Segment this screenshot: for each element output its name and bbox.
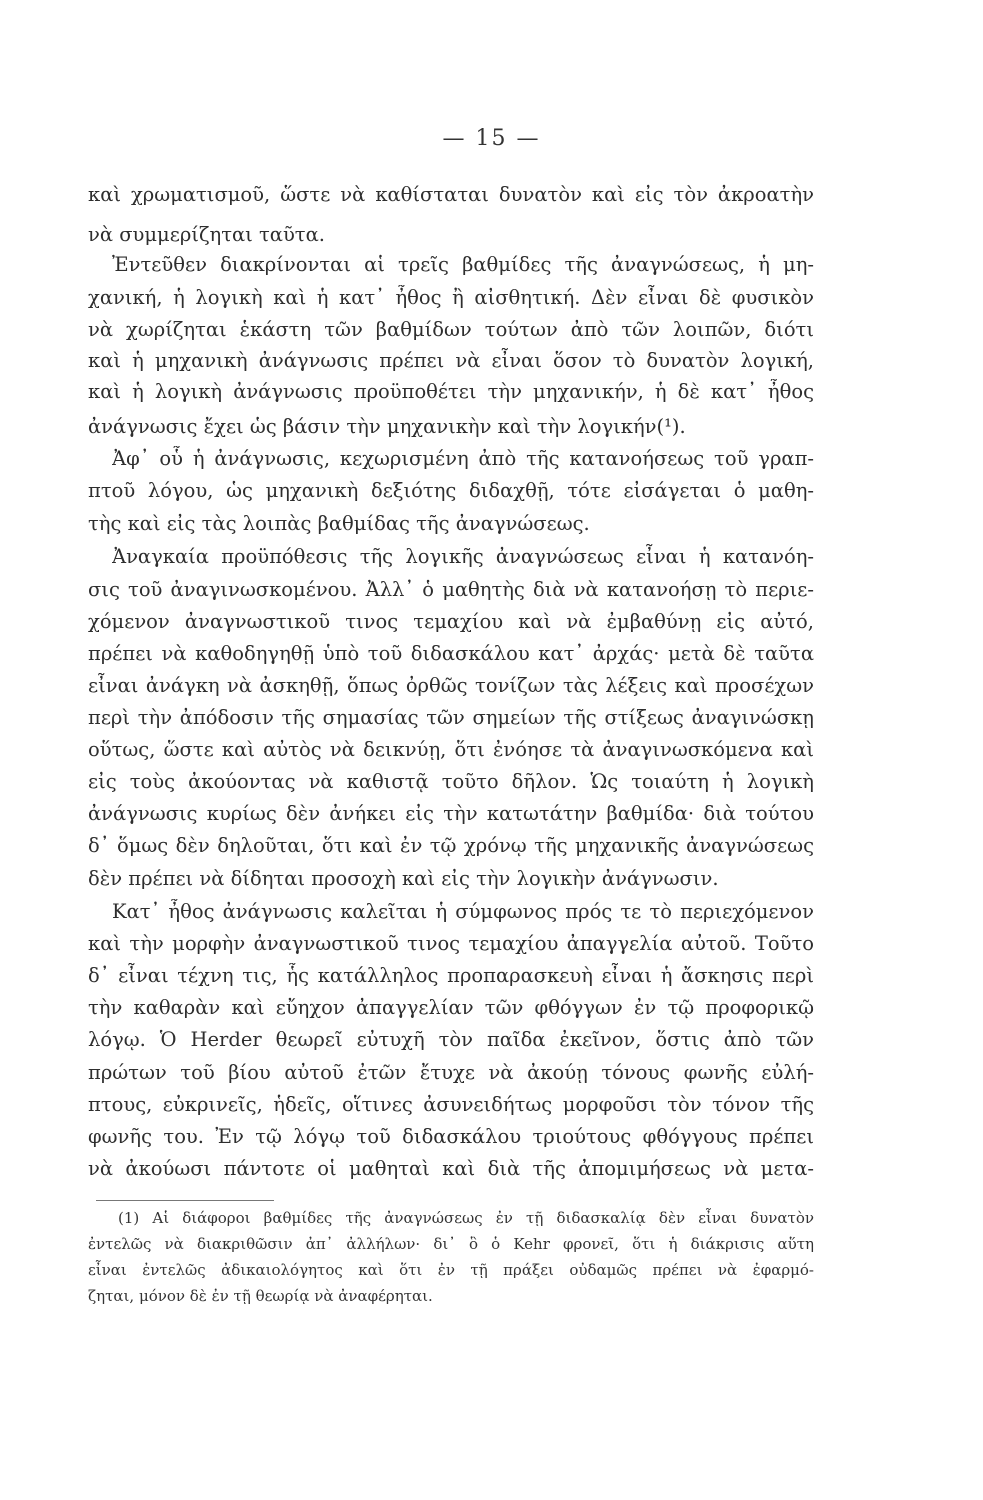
text-line: πτους, εὐκρινεῖς, ἡδεῖς, οἵτινες ἀσυνειδήτως μορφοῦσι τὸν τόνον τῆς bbox=[88, 1093, 814, 1116]
page-number: — 15 — bbox=[442, 126, 541, 151]
footnote-line: (1) Αἱ διάφοροι βαθμίδες τῆς ἀναγνώσεως ἐν τῇ διδασκαλίᾳ δὲν εἶναι δυνατὸν bbox=[118, 1209, 814, 1227]
text-line: λόγῳ. Ὁ Herder θεωρεῖ εὐτυχῆ τὸν παῖδα ἐκεῖνον, ὅστις ἀπὸ τῶν bbox=[88, 1028, 814, 1051]
footnote-line: ζηται, μόνον δὲ ἐν τῇ θεωρίᾳ νὰ ἀναφέρηται. bbox=[88, 1287, 433, 1305]
text-line: Ἐντεῦθεν διακρίνονται αἱ τρεῖς βαθμίδες τῆς ἀναγνώσεως, ἡ μη- bbox=[112, 253, 814, 276]
footnote-divider bbox=[96, 1200, 274, 1201]
text-line: νὰ συμμερίζηται ταῦτα. bbox=[88, 223, 325, 246]
text-line: νὰ ἀκούωσι πάντοτε οἱ μαθηταὶ καὶ διὰ τῆς ἀπομιμήσεως νὰ μετα- bbox=[88, 1157, 814, 1180]
text-line: καὶ ἡ μηχανικὴ ἀνάγνωσις πρέπει νὰ εἶναι ὅσον τὸ δυνατὸν λογική, bbox=[88, 349, 814, 372]
text-line: καὶ χρωματισμοῦ, ὥστε νὰ καθίσταται δυνατὸν καὶ εἰς τὸν ἀκροατὴν bbox=[88, 183, 814, 206]
text-line: πτοῦ λόγου, ὡς μηχανικὴ δεξιότης διδαχθῇ, τότε εἰσάγεται ὁ μαθη- bbox=[88, 479, 814, 502]
text-line: καὶ τὴν μορφὴν ἀναγνωστικοῦ τινος τεμαχίου ἀπαγγελία αὐτοῦ. Τοῦτο bbox=[88, 932, 814, 955]
text-line: Ἀναγκαία προϋπόθεσις τῆς λογικῆς ἀναγνώσεως εἶναι ἡ κατανόη- bbox=[112, 545, 814, 568]
text-line: οὕτως, ὥστε καὶ αὐτὸς νὰ δεικνύῃ, ὅτι ἐνόησε τὰ ἀναγινωσκόμενα καὶ bbox=[88, 738, 814, 761]
text-line: ἀνάγνωσις κυρίως δὲν ἀνήκει εἰς τὴν κατωτάτην βαθμίδα· διὰ τούτου bbox=[88, 802, 814, 825]
text-line: πρώτων τοῦ βίου αὐτοῦ ἐτῶν ἔτυχε νὰ ἀκούῃ τόνους φωνῆς εὐλή- bbox=[88, 1061, 814, 1084]
text-line: τὴν καθαρὰν καὶ εὔηχον ἀπαγγελίαν τῶν φθόγγων ἐν τῷ προφορικῷ bbox=[88, 996, 814, 1019]
text-line: δ᾽ ὅμως δὲν δηλοῦται, ὅτι καὶ ἐν τῷ χρόνῳ τῆς μηχανικῆς ἀναγνώσεως bbox=[88, 834, 814, 857]
text-line: χανική, ἡ λογικὴ καὶ ἡ κατ᾽ ἦθος ἢ αἰσθητική. Δὲν εἶναι δὲ φυσικὸν bbox=[88, 286, 814, 309]
text-line: φωνῆς του. Ἐν τῷ λόγῳ τοῦ διδασκάλου τριούτους φθόγγους πρέπει bbox=[88, 1125, 814, 1148]
text-line: ἀνάγνωσις ἔχει ὡς βάσιν τὴν μηχανικὴν καὶ τὴν λογικήν(¹). bbox=[88, 415, 686, 438]
text-line: τὴς καὶ εἰς τὰς λοιπὰς βαθμίδας τῆς ἀναγνώσεως. bbox=[88, 512, 590, 535]
text-line: σις τοῦ ἀναγινωσκομένου. Ἀλλ᾽ ὁ μαθητὴς διὰ νὰ κατανοήσῃ τὸ περιε- bbox=[88, 578, 814, 601]
text-line: πρέπει νὰ καθοδηγηθῇ ὑπὸ τοῦ διδασκάλου κατ᾽ ἀρχάς· μετὰ δὲ ταῦτα bbox=[88, 642, 814, 665]
footnote-line: εἶναι ἐντελῶς ἀδικαιολόγητος καὶ ὅτι ἐν τῇ πράξει οὐδαμῶς πρέπει νὰ ἐφαρμό- bbox=[88, 1261, 814, 1279]
text-line: νὰ χωρίζηται ἑκάστη τῶν βαθμίδων τούτων ἀπὸ τῶν λοιπῶν, διότι bbox=[88, 318, 814, 341]
text-line: δὲν πρέπει νὰ δίδηται προσοχὴ καὶ εἰς τὴν λογικὴν ἀνάγνωσιν. bbox=[88, 867, 719, 890]
text-line: Ἀφ᾽ οὗ ἡ ἀνάγνωσις, κεχωρισμένη ἀπὸ τῆς κατανοήσεως τοῦ γραπ- bbox=[112, 447, 814, 470]
text-line: χόμενον ἀναγνωστικοῦ τινος τεμαχίου καὶ νὰ ἐμβαθύνῃ εἰς αὐτό, bbox=[88, 610, 814, 633]
text-line: περὶ τὴν ἀπόδοσιν τῆς σημασίας τῶν σημείων τῆς στίξεως ἀναγινώσκῃ bbox=[88, 706, 814, 729]
text-line: καὶ ἡ λογικὴ ἀνάγνωσις προϋποθέτει τὴν μηχανικήν, ἡ δὲ κατ᾽ ἦθος bbox=[88, 380, 814, 403]
text-line: δ᾽ εἶναι τέχνη τις, ἧς κατάλληλος προπαρασκευὴ εἶναι ἡ ἄσκησις περὶ bbox=[88, 964, 814, 987]
text-line: εἰς τοὺς ἀκούοντας νὰ καθιστᾷ τοῦτο δῆλον. Ὡς τοιαύτη ἡ λογικὴ bbox=[88, 770, 814, 793]
text-line: εἶναι ἀνάγκη νὰ ἀσκηθῇ, ὅπως ὀρθῶς τονίζων τὰς λέξεις καὶ προσέχων bbox=[88, 674, 814, 697]
footnote-line: ἐντελῶς νὰ διακριθῶσιν ἀπ᾽ ἀλλήλων· δι᾽ ὃ ὁ Kehr φρονεῖ, ὅτι ἡ διάκρισις αὕτη bbox=[88, 1235, 814, 1253]
text-line: Κατ᾽ ἦθος ἀνάγνωσις καλεῖται ἡ σύμφωνος πρός τε τὸ περιεχόμενον bbox=[112, 900, 814, 923]
